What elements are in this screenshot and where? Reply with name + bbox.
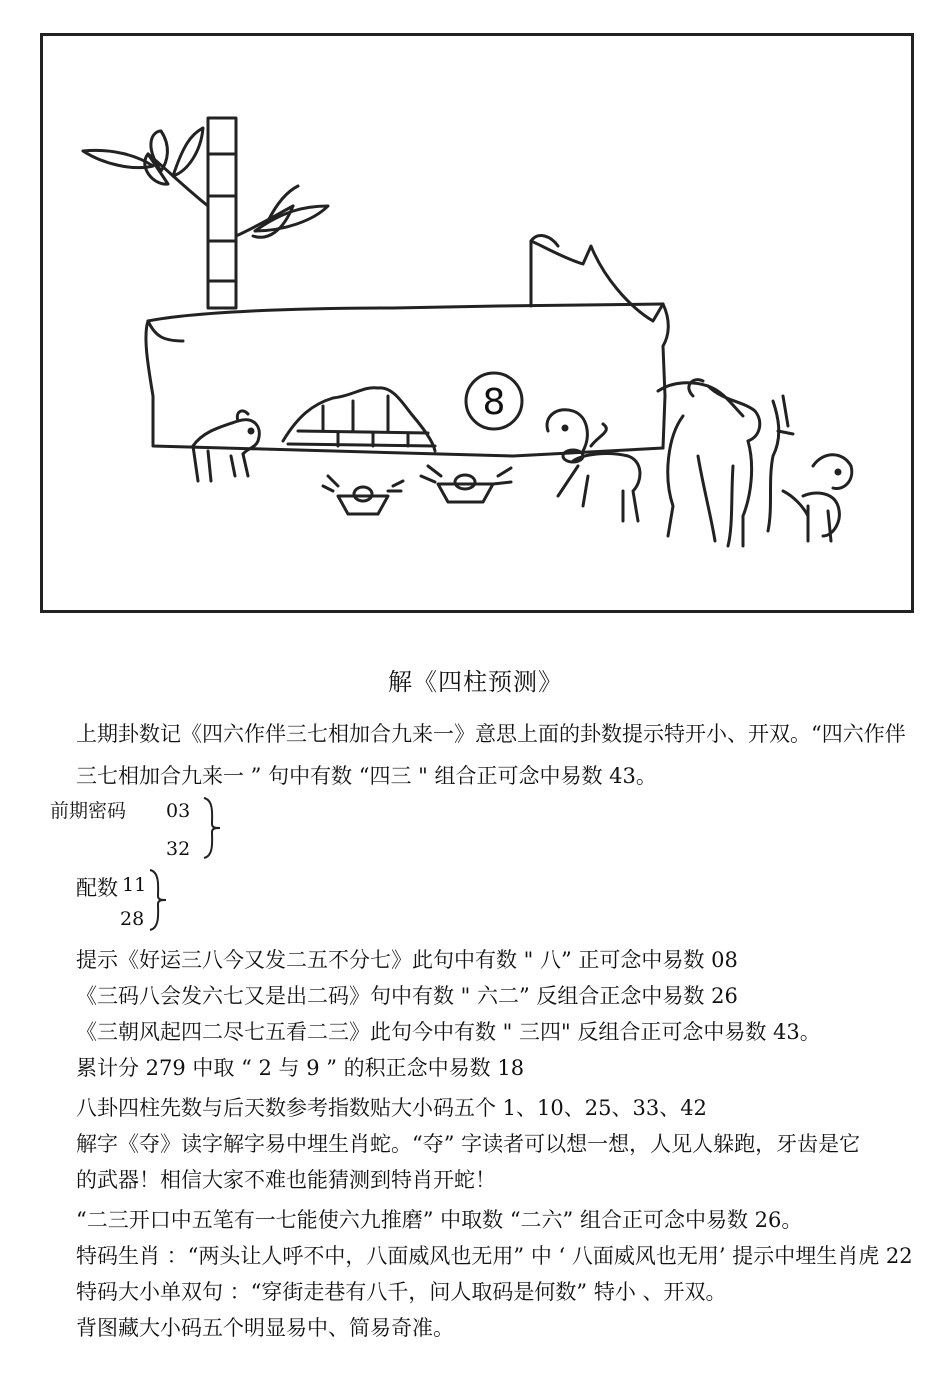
hint-line-4: 累计分 279 中取 “ 2 与 9 ” 的积正念中易数 18 [76, 1056, 525, 1080]
previous-number-1: 03 [166, 800, 191, 822]
illustration-frame [40, 33, 914, 613]
hint-line-9: 特码大小单双句 ：“穿街走巷有八千，问人取码是何数” 特小 、开双。 [76, 1280, 727, 1304]
hint-line-5: 八卦四柱先数与后天数参考指数贴大小码五个 1、10、25、33、42 [76, 1096, 707, 1120]
ingot-drawings [323, 466, 511, 514]
match-number-1: 11 [122, 874, 147, 896]
illustration [43, 36, 911, 610]
hint-line-3: 《三朝风起四二尽七五看二三》此句今中有数 " 三四" 反组合正可念中易数 43。 [76, 1020, 821, 1044]
bamboo-drawing [83, 118, 328, 308]
match-brace [146, 868, 170, 932]
badge-number: 8 [482, 382, 506, 423]
previous-brace [200, 796, 224, 860]
small-lamb-drawing [783, 455, 852, 541]
match-number-2: 28 [120, 908, 145, 930]
hint-line-8: 特码生肖 ：“两头让人呼不中，八面威风也无用” 中 ‘ 八面威风也无用’ 提示中埋生肖虎 22 [76, 1244, 913, 1268]
hint-line-10: 背图藏大小码五个明显易中、简易奇准。 [76, 1316, 454, 1340]
hint-line-7: “二三开口中五笔有一七能使六九推磨” 中取数 “二六” 组合正可念中易数 26。 [76, 1208, 803, 1232]
hint-line-2: 《三码八会发六七又是出二码》句中有数 " 六二” 反组合正念中易数 26 [76, 984, 738, 1008]
hint-line-1: 提示《好运三八今又发二五不分七》此句中有数 " 八” 正可念中易数 08 [76, 948, 738, 972]
hint-line-6b: 的武器！相信大家不难也能猜测到特肖开蛇！ [76, 1168, 496, 1192]
goat-drawing [658, 380, 793, 546]
previous-number-2: 32 [166, 838, 191, 860]
wall-drawing [146, 236, 668, 456]
page-title: 解《四柱预测》 [388, 668, 563, 696]
intro-line-2: 三七相加合九来一 ” 句中有数 “四三 " 组合正可念中易数 43。 [76, 764, 657, 788]
previous-label: 前期密码 [50, 800, 127, 822]
match-label: 配数 [76, 876, 118, 900]
intro-line-1: 上期卦数记《四六作伴三七相加合九来一》意思上面的卦数提示特开小、开双。“四六作伴 [76, 722, 906, 746]
hint-line-6a: 解字《夺》读字解字易中埋生肖蛇。“夺” 字读者可以想一想，人见人躲跑，牙齿是它 [76, 1132, 861, 1156]
lamb-drawing [547, 410, 640, 521]
